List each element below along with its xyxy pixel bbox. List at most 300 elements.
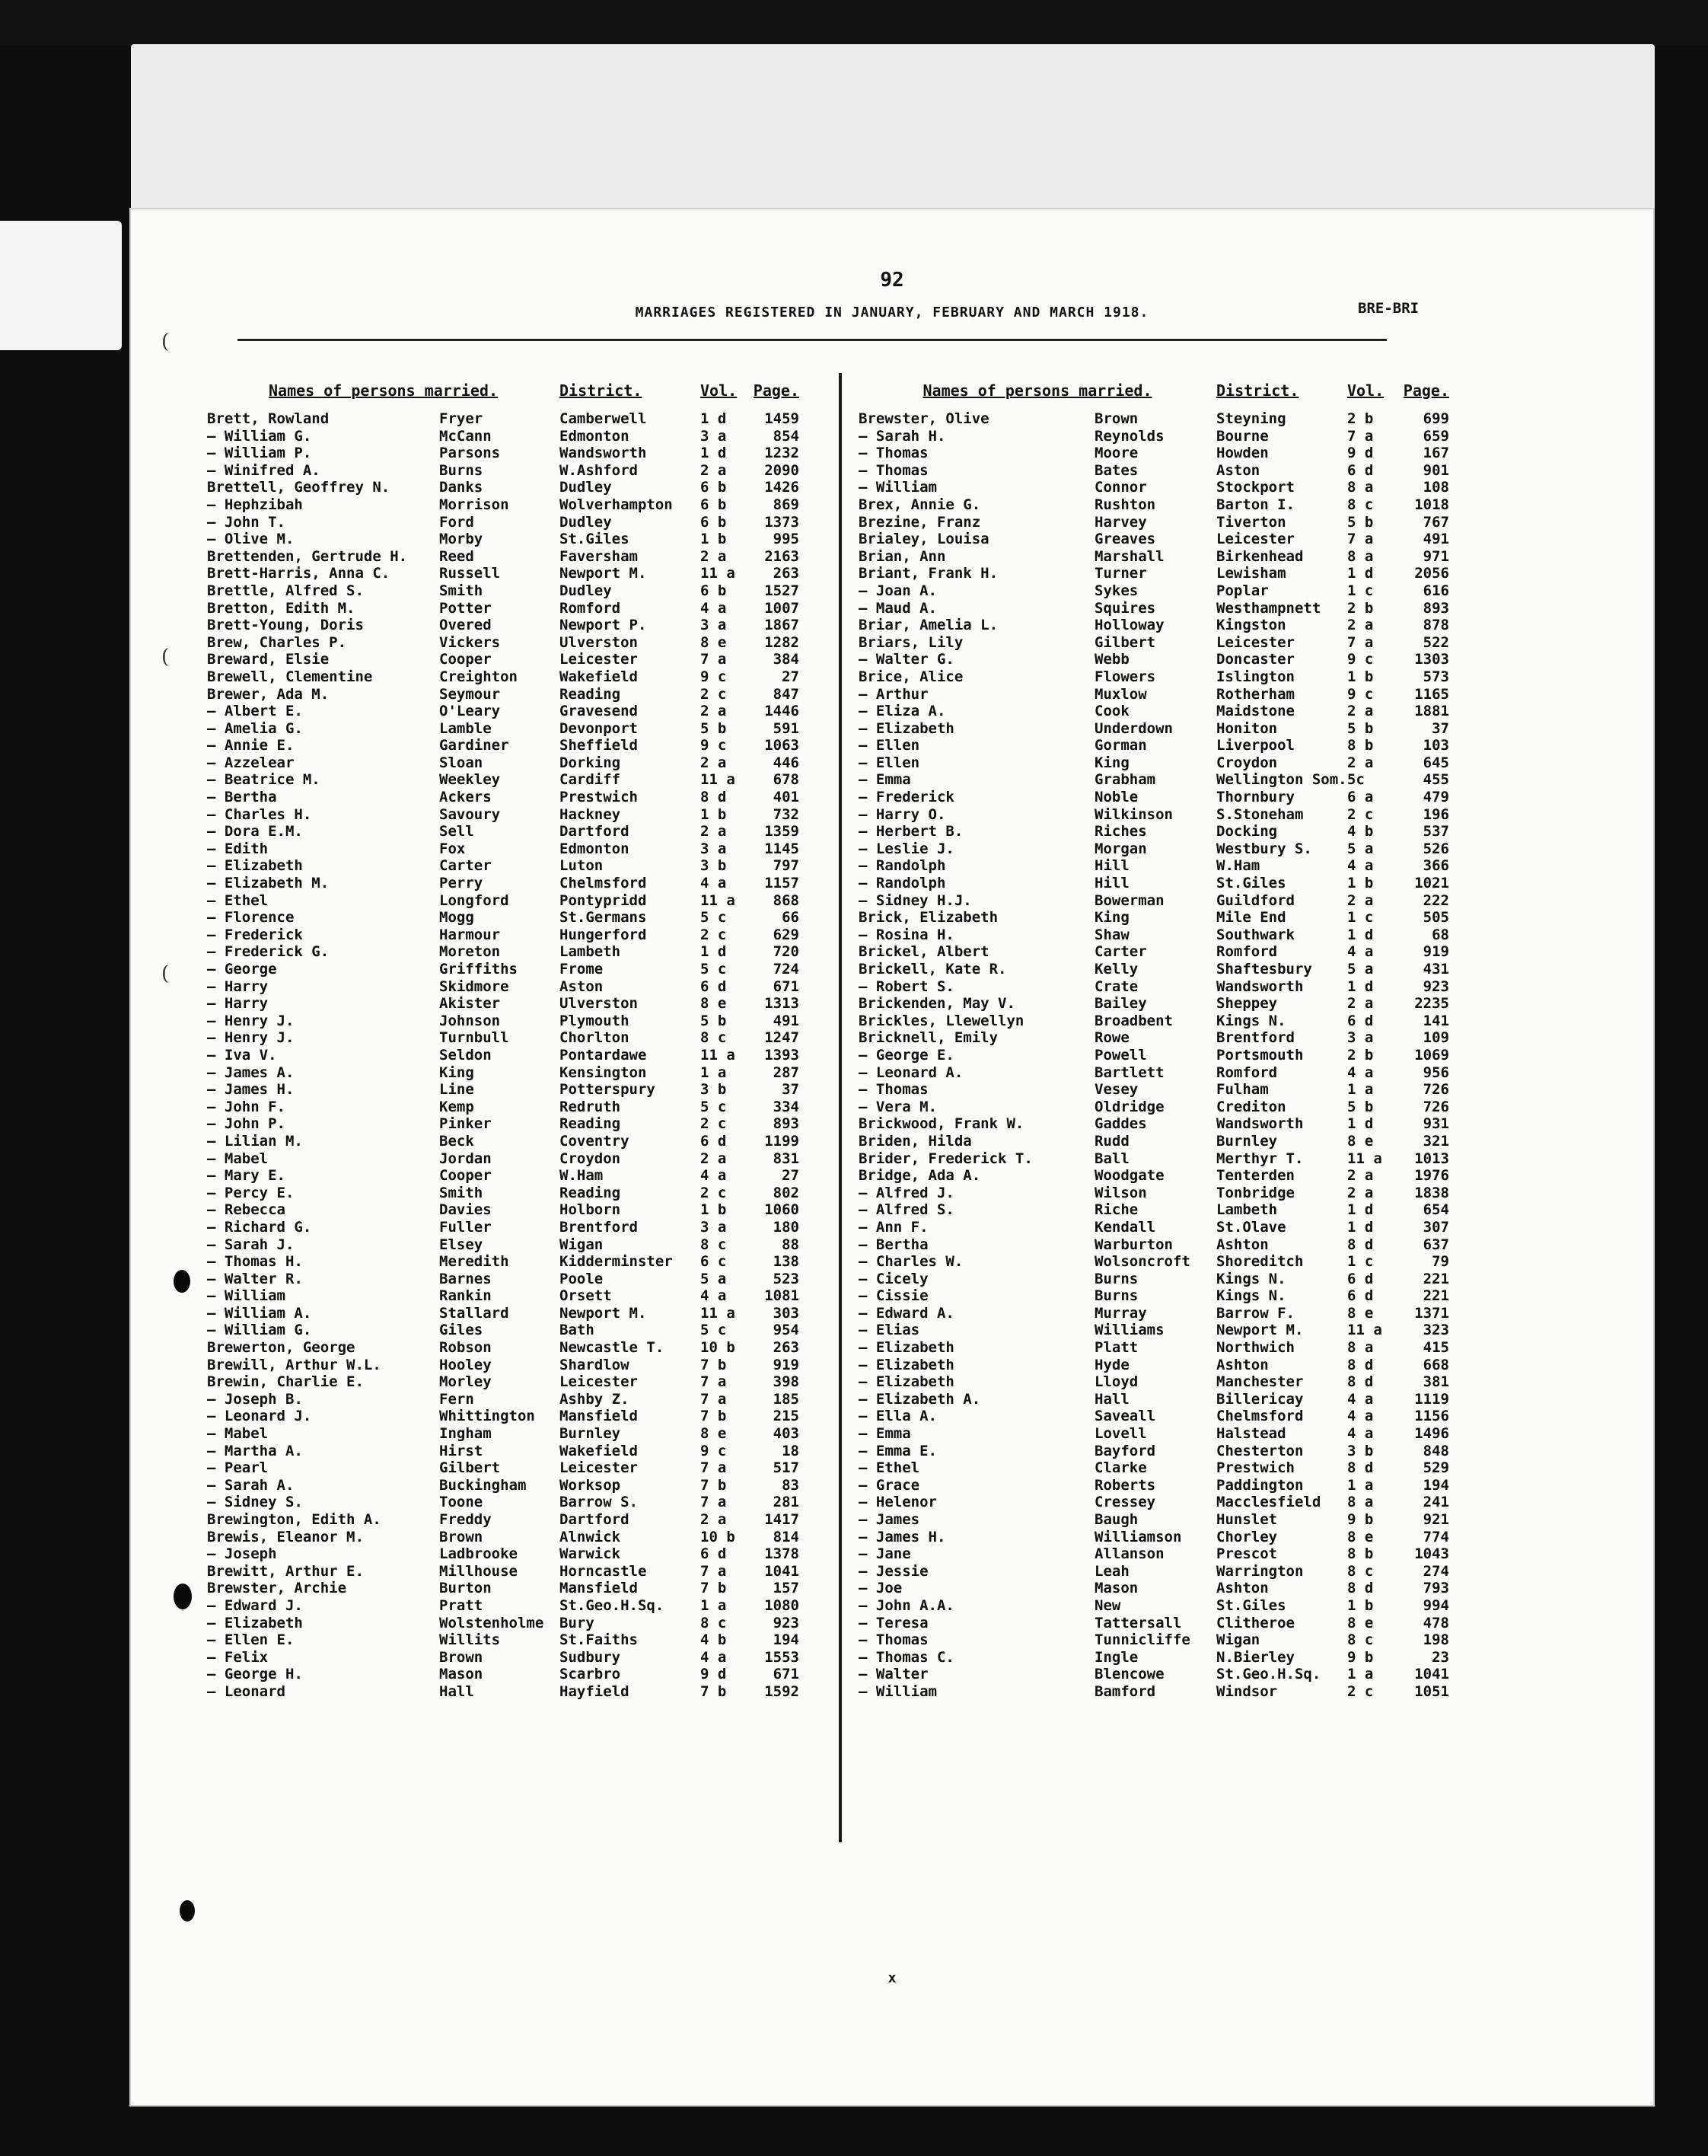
entry-page: 671: [773, 1666, 799, 1683]
entry-spouse-surname: Lamble: [439, 719, 492, 737]
entry-name: — Ella A.: [859, 1408, 937, 1425]
entry-spouse-surname: Burns: [439, 461, 483, 479]
entry-spouse-surname: Giles: [439, 1322, 483, 1339]
entry-spouse-surname: Muxlow: [1095, 685, 1147, 703]
column-headers: [859, 369, 1612, 410]
register-entry: [207, 1357, 816, 1374]
entry-volume: 9 c: [1347, 685, 1374, 703]
entry-volume: 8 d: [1347, 1236, 1374, 1253]
register-entry: [207, 1459, 816, 1477]
entry-name: — Leonard A.: [859, 1064, 964, 1081]
entry-district: Reading: [559, 1115, 621, 1133]
entry-page: 629: [773, 926, 799, 943]
register-entry: [207, 668, 816, 686]
entry-spouse-surname: Smith: [439, 582, 483, 599]
entry-district: St.Geo.H.Sq.: [1216, 1666, 1321, 1683]
entry-district: Holborn: [559, 1201, 621, 1219]
entry-volume: 7 b: [700, 1682, 727, 1700]
entry-spouse-surname: King: [1095, 754, 1130, 771]
entry-volume: 2 c: [700, 685, 727, 703]
entry-district: Crediton: [1216, 1098, 1286, 1115]
entry-page: 814: [773, 1528, 799, 1545]
entry-spouse-surname: King: [1095, 909, 1130, 927]
entry-page: 66: [782, 909, 799, 927]
register-entry: [859, 995, 1612, 1013]
entry-volume: 2 c: [700, 1184, 727, 1201]
entry-district: Newport P.: [559, 617, 647, 634]
entry-district: Westhampnett: [1216, 599, 1321, 617]
entry-page: 415: [1423, 1339, 1449, 1357]
entry-page: 522: [1423, 633, 1449, 651]
header-district: District.: [1216, 381, 1299, 400]
entry-name: — James H.: [207, 1081, 295, 1099]
register-entry: [207, 496, 816, 514]
register-entry: [207, 651, 816, 668]
entry-district: Barrow S.: [559, 1494, 638, 1511]
entry-volume: 2 b: [1347, 1046, 1374, 1064]
entry-name: Brettle, Alfred S.: [207, 582, 364, 599]
entry-spouse-surname: Vesey: [1095, 1081, 1139, 1099]
register-entry: [859, 1631, 1612, 1649]
entry-page: 1393: [764, 1046, 799, 1064]
entry-page: 1373: [764, 513, 799, 531]
entry-name: — Leonard J.: [207, 1408, 312, 1425]
entry-name: Briant, Frank H.: [859, 565, 999, 582]
entry-spouse-surname: Toone: [439, 1494, 483, 1511]
entry-name: Brett, Rowland: [207, 410, 330, 427]
entry-spouse-surname: Robson: [439, 1339, 492, 1357]
entry-page: 678: [773, 771, 799, 789]
register-entry: [207, 806, 816, 824]
register-entry: [859, 531, 1612, 548]
entry-volume: 7 b: [700, 1580, 727, 1597]
entry-spouse-surname: Pratt: [439, 1596, 483, 1614]
entry-volume: 3 a: [700, 427, 727, 445]
entry-name: Bricknell, Emily: [859, 1029, 999, 1047]
entry-spouse-surname: Skidmore: [439, 978, 509, 995]
entry-district: Wandsworth: [1216, 1115, 1304, 1133]
entry-volume: 6 d: [1347, 461, 1374, 479]
entry-name: — Edward J.: [207, 1596, 303, 1614]
entry-volume: 2 a: [1347, 995, 1374, 1013]
entry-page: 303: [773, 1304, 799, 1322]
entry-spouse-surname: Stallard: [439, 1304, 509, 1322]
entry-spouse-surname: Willits: [439, 1631, 501, 1649]
entry-district: Leicester: [559, 1373, 638, 1391]
column-headers: [207, 369, 816, 410]
entry-volume: 1 b: [700, 805, 727, 823]
register-entry: [207, 1545, 816, 1563]
entry-name: — Thomas: [859, 1081, 929, 1099]
entry-district: Shaftesbury: [1216, 961, 1312, 978]
register-entry: [207, 428, 816, 445]
entry-spouse-surname: Reed: [439, 547, 474, 565]
entry-name: Brew, Charles P.: [207, 633, 347, 651]
entry-spouse-surname: Jordan: [439, 1150, 492, 1167]
entry-volume: 8 a: [1347, 1494, 1374, 1511]
entry-volume: 5 b: [700, 1012, 727, 1029]
header-vol: Vol.: [700, 381, 738, 400]
register-entry: [207, 565, 816, 582]
entry-name: Brickles, Llewellyn: [859, 1012, 1024, 1029]
entry-volume: 2 c: [700, 926, 727, 943]
entry-volume: 1 b: [1347, 875, 1374, 892]
entry-spouse-surname: Riches: [1095, 823, 1147, 840]
entry-district: Leicester: [559, 651, 638, 668]
entry-page: 141: [1423, 1012, 1449, 1029]
entry-spouse-surname: Kendall: [1095, 1218, 1156, 1236]
register-entry: [207, 1580, 816, 1597]
entry-spouse-surname: Mason: [439, 1666, 483, 1683]
register-entry: [859, 1322, 1612, 1339]
entry-spouse-surname: Ingham: [439, 1425, 492, 1443]
entry-district: Kings N.: [1216, 1012, 1286, 1029]
entry-page: 1013: [1414, 1150, 1449, 1167]
register-entry: [207, 875, 816, 892]
entry-name: — Joseph B.: [207, 1390, 303, 1408]
entry-district: Wigan: [559, 1236, 604, 1253]
entry-district: Poplar: [1216, 582, 1269, 599]
entry-name: Brewster, Olive: [859, 410, 989, 427]
entry-district: Tonbridge: [1216, 1184, 1295, 1201]
entry-spouse-surname: Akister: [439, 995, 501, 1013]
register-entry: [207, 1271, 816, 1288]
entry-name: — Thomas: [859, 445, 929, 462]
entry-district: Wandsworth: [1216, 978, 1304, 995]
entry-volume: 5c: [1347, 771, 1365, 789]
entry-page: 491: [773, 1012, 799, 1029]
entry-district: Wolverhampton: [559, 496, 673, 513]
entry-district: Romford: [559, 599, 621, 617]
entry-name: — Richard G.: [207, 1218, 312, 1236]
entry-page: 241: [1423, 1494, 1449, 1511]
entry-district: Mansfield: [559, 1580, 638, 1597]
entry-page: 263: [773, 1339, 799, 1357]
entry-page: 1371: [1414, 1304, 1449, 1322]
register-entry: [207, 1443, 816, 1460]
entry-page: 919: [1423, 943, 1449, 961]
page-range-header: BRE-BRI: [1358, 300, 1420, 317]
entry-volume: 5 a: [1347, 961, 1374, 978]
entry-spouse-surname: Hall: [1095, 1390, 1130, 1408]
entry-page: 517: [773, 1459, 799, 1477]
register-entry: [207, 1150, 816, 1168]
entry-district: Mile End: [1216, 909, 1286, 927]
entry-volume: 1 d: [700, 943, 727, 961]
entry-name: — John P.: [207, 1115, 285, 1133]
entry-spouse-surname: Fern: [439, 1390, 474, 1408]
entry-district: Tenterden: [1216, 1167, 1295, 1185]
entry-volume: 8 c: [1347, 1631, 1374, 1649]
entry-volume: 4 a: [1347, 1425, 1374, 1443]
entry-name: — Bertha: [207, 789, 277, 806]
entry-volume: 2 a: [1347, 1167, 1374, 1185]
entry-volume: 8 d: [1347, 1580, 1374, 1597]
entry-name: Bridge, Ada A.: [859, 1167, 981, 1185]
right-register-column: [859, 369, 1612, 1701]
entry-page: 671: [773, 978, 799, 995]
entry-volume: 10 b: [700, 1339, 735, 1357]
entry-spouse-surname: Hyde: [1095, 1356, 1130, 1373]
register-entry: [207, 961, 816, 978]
entry-name: — Arthur: [859, 685, 929, 703]
entry-page: 901: [1423, 461, 1449, 479]
register-entry: [207, 1477, 816, 1494]
entry-name: — William A.: [207, 1304, 312, 1322]
entry-volume: 5 a: [700, 1270, 727, 1287]
entry-name: Brewis, Eleanor M.: [207, 1528, 364, 1545]
entry-district: Lambeth: [1216, 1201, 1278, 1219]
entry-spouse-surname: McCann: [439, 427, 492, 445]
register-entry: [859, 582, 1612, 600]
entry-name: Brian, Ann: [859, 547, 946, 565]
entry-spouse-surname: Brown: [439, 1528, 483, 1545]
entry-name: — Joseph: [207, 1545, 277, 1563]
entry-name: — James H.: [859, 1528, 946, 1545]
entry-spouse-surname: Broadbent: [1095, 1012, 1173, 1029]
entry-spouse-surname: Creighton: [439, 668, 518, 685]
entry-name: — Sarah J.: [207, 1236, 295, 1253]
entry-name: — Walter: [859, 1666, 929, 1683]
entry-name: Brider, Frederick T.: [859, 1150, 1033, 1167]
entry-district: Edmonton: [559, 840, 629, 857]
entry-page: 103: [1423, 737, 1449, 754]
entry-district: Kensington: [559, 1064, 647, 1081]
entry-page: 491: [1423, 531, 1449, 548]
entry-volume: 3 b: [700, 857, 727, 875]
entry-spouse-surname: Shaw: [1095, 926, 1130, 943]
register-entry: [207, 1408, 816, 1425]
entry-page: 478: [1423, 1614, 1449, 1631]
entry-district: Croydon: [559, 1150, 621, 1167]
entry-name: — William: [859, 1682, 937, 1700]
entry-page: 724: [773, 961, 799, 978]
entry-district: Birkenhead: [1216, 547, 1304, 565]
entry-name: Brewin, Charlie E.: [207, 1373, 364, 1391]
entry-spouse-surname: Vickers: [439, 633, 501, 651]
entry-page: 222: [1423, 891, 1449, 909]
entry-page: 1051: [1414, 1682, 1449, 1700]
entry-name: — Dora E.M.: [207, 823, 303, 840]
entry-spouse-surname: O'Leary: [439, 703, 501, 720]
register-entry: [859, 754, 1612, 772]
register-entry: [207, 479, 816, 496]
entry-name: — Thomas C.: [859, 1648, 954, 1666]
entry-page: 848: [1423, 1442, 1449, 1459]
entry-district: Shardlow: [559, 1356, 629, 1373]
entry-volume: 8 a: [1347, 479, 1374, 496]
register-entry: [859, 479, 1612, 496]
entry-volume: 4 a: [700, 599, 727, 617]
register-entry: [859, 875, 1612, 892]
entry-name: — Felix: [207, 1648, 269, 1666]
entry-spouse-surname: Turnbull: [439, 1029, 509, 1047]
entry-page: 157: [773, 1580, 799, 1597]
register-entry: [859, 1545, 1612, 1563]
entry-page: 27: [782, 668, 799, 685]
entry-page: 68: [1432, 926, 1449, 943]
entry-name: — Leonard: [207, 1682, 285, 1700]
scanner-bezel: [0, 0, 1708, 46]
entry-district: Southwark: [1216, 926, 1295, 943]
register-entry: [207, 410, 816, 428]
entry-district: Windsor: [1216, 1682, 1278, 1700]
entry-spouse-surname: Wolstenholme: [439, 1614, 544, 1631]
entry-page: 931: [1423, 1115, 1449, 1133]
entry-volume: 5 b: [1347, 513, 1374, 531]
entry-district: Dudley: [559, 479, 612, 496]
entry-page: 1018: [1414, 496, 1449, 513]
register-entry: [859, 1271, 1612, 1288]
entry-page: 221: [1423, 1270, 1449, 1287]
register-entry: [207, 857, 816, 875]
entry-name: — Charles H.: [207, 805, 312, 823]
entry-spouse-surname: Williamson: [1095, 1528, 1182, 1545]
entry-district: Dartford: [559, 823, 629, 840]
header-page: Page.: [1403, 381, 1449, 400]
entry-page: 1426: [764, 479, 799, 496]
entry-volume: 9 c: [1347, 651, 1374, 668]
entry-name: — Harry: [207, 978, 269, 995]
entry-name: — William: [207, 1287, 285, 1305]
register-entry: [859, 1064, 1612, 1082]
entry-name: — Vera M.: [859, 1098, 937, 1115]
register-entry: [207, 1391, 816, 1408]
entry-district: Halstead: [1216, 1425, 1286, 1443]
entry-spouse-surname: Platt: [1095, 1339, 1139, 1357]
register-entry: [207, 720, 816, 738]
register-entry: [859, 1666, 1612, 1683]
register-entry: [859, 1683, 1612, 1701]
entry-volume: 8 b: [1347, 737, 1374, 754]
entry-spouse-surname: Cooper: [439, 651, 492, 668]
entry-page: 726: [1423, 1098, 1449, 1115]
entry-spouse-surname: Burton: [439, 1580, 492, 1597]
register-entry: [207, 1081, 816, 1099]
entry-page: 23: [1432, 1648, 1449, 1666]
entry-volume: 8 c: [700, 1236, 727, 1253]
entry-district: Billericay: [1216, 1390, 1304, 1408]
entry-name: — William: [859, 479, 937, 496]
entry-volume: 7 a: [1347, 633, 1374, 651]
entry-spouse-surname: Millhouse: [439, 1562, 518, 1580]
register-entry: [859, 720, 1612, 738]
entry-district: Orsett: [559, 1287, 612, 1305]
register-entry: [859, 1529, 1612, 1546]
entry-volume: 8 e: [1347, 1528, 1374, 1545]
entry-volume: 4 a: [700, 1287, 727, 1305]
entry-name: — Jessie: [859, 1562, 929, 1580]
entry-name: — James: [859, 1511, 920, 1528]
entry-spouse-surname: Bartlett: [1095, 1064, 1165, 1081]
entry-name: — Emma: [859, 1425, 911, 1443]
entry-volume: 4 a: [1347, 1064, 1374, 1081]
entry-page: 2090: [764, 461, 799, 479]
entry-volume: 9 d: [700, 1666, 727, 1683]
entry-spouse-surname: Greaves: [1095, 531, 1156, 548]
entry-name: — Maud A.: [859, 599, 937, 617]
entry-page: 446: [773, 754, 799, 771]
register-entry: [859, 1305, 1612, 1322]
entry-name: Briars, Lily: [859, 633, 964, 651]
entry-district: Merthyr T.: [1216, 1150, 1304, 1167]
entry-name: — Elizabeth: [859, 719, 954, 737]
entry-spouse-surname: Pinker: [439, 1115, 492, 1133]
entry-name: Brickenden, May V.: [859, 995, 1015, 1013]
entry-district: Dorking: [559, 754, 621, 771]
entry-spouse-surname: King: [439, 1064, 474, 1081]
entry-spouse-surname: Elsey: [439, 1236, 483, 1253]
entry-spouse-surname: Ladbrooke: [439, 1545, 518, 1563]
register-entry: [859, 514, 1612, 531]
register-entry: [207, 462, 816, 480]
register-entry: [207, 1305, 816, 1322]
entry-district: Mansfield: [559, 1408, 638, 1425]
entry-district: Newcastle T.: [559, 1339, 664, 1357]
entry-spouse-surname: Seldon: [439, 1046, 492, 1064]
register-entry: [859, 1391, 1612, 1408]
register-entry: [859, 1167, 1612, 1185]
entry-volume: 2 b: [1347, 410, 1374, 427]
entry-volume: 1 c: [1347, 582, 1374, 599]
entry-name: — Robert S.: [859, 978, 954, 995]
entry-page: 366: [1423, 857, 1449, 875]
entry-district: Redruth: [559, 1098, 621, 1115]
entry-district: S.Stoneham: [1216, 805, 1304, 823]
entry-district: Potterspury: [559, 1081, 655, 1099]
entry-volume: 1 d: [1347, 1115, 1374, 1133]
entry-volume: 4 a: [1347, 1390, 1374, 1408]
entry-district: W.Ham: [1216, 857, 1260, 875]
register-entry: [859, 668, 1612, 686]
entry-name: — William G.: [207, 427, 312, 445]
entry-volume: 7 a: [700, 651, 727, 668]
entry-page: 923: [1423, 978, 1449, 995]
entry-spouse-surname: Roberts: [1095, 1476, 1156, 1494]
entry-volume: 1 d: [1347, 978, 1374, 995]
entry-name: — Florence: [207, 909, 295, 927]
entry-district: St.Giles: [559, 531, 629, 548]
register-entry: [207, 1047, 816, 1064]
entry-district: Sheffield: [559, 737, 638, 754]
entry-district: Chelmsford: [559, 875, 647, 892]
entry-district: Thornbury: [1216, 789, 1295, 806]
entry-page: 18: [782, 1442, 799, 1459]
register-entry: [859, 892, 1612, 910]
entry-district: Alnwick: [559, 1528, 621, 1545]
entry-district: Warrington: [1216, 1562, 1304, 1580]
entry-spouse-surname: Fox: [439, 840, 466, 857]
entry-name: — Elizabeth: [207, 857, 303, 875]
entry-spouse-surname: Mason: [1095, 1580, 1139, 1597]
entry-volume: 3 b: [1347, 1442, 1374, 1459]
entry-name: — Cicely: [859, 1270, 929, 1287]
register-entry: [207, 1029, 816, 1047]
entry-volume: 1 c: [1347, 1253, 1374, 1271]
entry-volume: 2 c: [700, 1115, 727, 1133]
entry-district: Brentford: [559, 1218, 638, 1236]
entry-spouse-surname: Noble: [1095, 789, 1139, 806]
entry-volume: 9 d: [1347, 445, 1374, 462]
entry-district: Pontardawe: [559, 1046, 647, 1064]
entry-spouse-surname: Lovell: [1095, 1425, 1147, 1443]
entry-name: Brettell, Geoffrey N.: [207, 479, 390, 496]
entry-page: 1446: [764, 703, 799, 720]
register-entry: [859, 909, 1612, 927]
entry-volume: 8 c: [700, 1029, 727, 1047]
entry-volume: 8 d: [1347, 1459, 1374, 1477]
register-entry: [207, 686, 816, 703]
